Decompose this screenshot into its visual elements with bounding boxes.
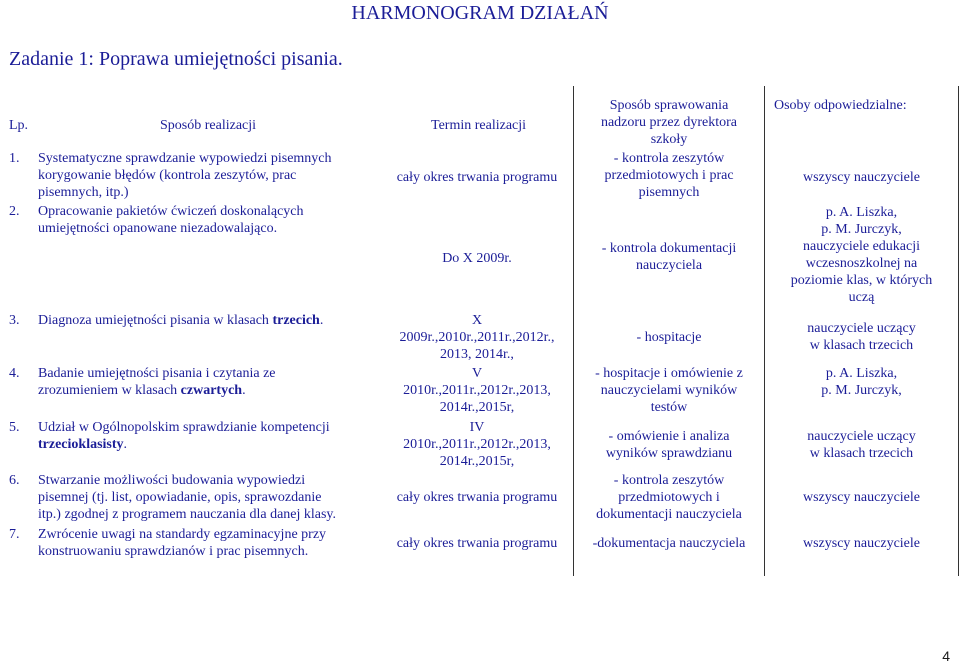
- supervision-line: przedmiotowych i: [618, 490, 720, 505]
- header-supervision-line: Sposób sprawowania: [609, 98, 729, 113]
- supervision-line: - kontrola dokumentacji: [601, 241, 737, 256]
- row-5-responsible: [765, 428, 958, 462]
- method-line: Opracowanie pakietów ćwiczeń doskonalących: [38, 204, 304, 219]
- row-3-supervision: [574, 329, 764, 346]
- method-tail: .: [242, 383, 246, 398]
- term-line: cały okres trwania programu: [396, 490, 558, 505]
- method-line: korygowanie błędów (kontrola zeszytów, prac: [38, 168, 297, 183]
- row-4-method: [38, 365, 378, 399]
- row-6-method: [38, 472, 383, 523]
- supervision-line: - kontrola zeszytów: [613, 473, 725, 488]
- method-line: Badanie umiejętności pisania i czytania ze: [38, 366, 276, 381]
- row-7-number: 7.: [9, 527, 20, 542]
- row-2-term: [380, 250, 574, 267]
- responsible-line: p. A. Liszka,: [825, 205, 898, 220]
- method-emphasis: trzecioklasisty: [38, 437, 124, 452]
- supervision-line: nauczyciela: [635, 258, 703, 273]
- row-6-number: 6.: [9, 473, 20, 488]
- method-line: umiejętności opanowane niezadowalająco.: [38, 221, 278, 236]
- responsible-line: w klasach trzecich: [809, 446, 914, 461]
- row-3-responsible: [765, 320, 958, 354]
- row-6-term: [380, 489, 574, 506]
- header-lp: Lp.: [9, 118, 29, 133]
- row-1-supervision: [574, 150, 764, 201]
- row-1-number: 1.: [9, 151, 20, 166]
- header-method: Sposób realizacji: [160, 118, 257, 133]
- row-3-number: 3.: [9, 313, 20, 328]
- header-supervision-line: szkoły: [650, 132, 688, 147]
- method-line: Zwrócenie uwagi na standardy egzaminacyjne przy: [38, 527, 327, 542]
- column-divider: [958, 86, 959, 576]
- term-line: V: [471, 366, 483, 381]
- row-4-responsible: [765, 365, 958, 399]
- row-2-method: [38, 203, 378, 237]
- supervision-line: pisemnych: [638, 185, 700, 200]
- supervision-line: wyników sprawdzianu: [605, 446, 733, 461]
- supervision-line: - hospitacje: [636, 330, 702, 345]
- supervision-line: dokumentacji nauczyciela: [596, 507, 742, 522]
- document-title: HARMONOGRAM DZIAŁAŃ: [351, 2, 609, 24]
- row-4-supervision: [574, 365, 764, 416]
- row-5-method: [38, 419, 378, 453]
- supervision-line: -dokumentacja nauczyciela: [592, 536, 746, 551]
- responsible-line: p. M. Jurczyk,: [821, 222, 902, 237]
- supervision-line: przedmiotowych i prac: [604, 168, 734, 183]
- term-line: IV: [469, 420, 485, 435]
- row-5-supervision: [574, 428, 764, 462]
- supervision-line: - hospitacje i omówienie z: [595, 366, 743, 381]
- row-7-term: [380, 535, 574, 552]
- term-line: 2010r.,2011r.,2012r.,2013,: [403, 383, 551, 398]
- method-text: zrozumieniem w klasach: [38, 383, 181, 398]
- header-responsible: Osoby odpowiedzialne:: [774, 98, 907, 113]
- term-line: Do X 2009r.: [442, 251, 512, 266]
- method-line: konstruowaniu sprawdzianów i prac pisemnych.: [38, 544, 309, 559]
- supervision-line: - kontrola zeszytów: [613, 151, 725, 166]
- term-line: 2010r.,2011r.,2012r.,2013,: [403, 437, 551, 452]
- task-heading: Zadanie 1: Poprawa umiejętności pisania.: [9, 48, 343, 70]
- row-4-term: [380, 365, 574, 416]
- header-term: Termin realizacji: [431, 118, 527, 133]
- supervision-line: - omówienie i analiza: [608, 429, 730, 444]
- term-line: X: [471, 313, 483, 328]
- row-3-method: [38, 312, 378, 329]
- method-emphasis: trzecich: [272, 313, 320, 328]
- responsible-line: nauczyciele uczący: [807, 321, 916, 336]
- row-7-responsible: [765, 535, 958, 552]
- row-5-term: [380, 419, 574, 470]
- row-2-responsible: [765, 204, 958, 306]
- method-tail: .: [123, 437, 128, 452]
- responsible-line: wszyscy nauczyciele: [803, 490, 920, 505]
- method-text: Diagnoza umiejętności pisania w klasach: [38, 313, 273, 328]
- method-line: pisemnej (tj. list, opowiadanie, opis, sprawozdanie: [38, 490, 322, 505]
- responsible-line: p. M. Jurczyk,: [821, 383, 902, 398]
- responsible-line: wszyscy nauczyciele: [803, 536, 920, 551]
- method-tail: .: [319, 313, 324, 328]
- method-line: itp.) zgodnej z programem nauczania dla danej klasy.: [38, 507, 337, 522]
- method-line: Stwarzanie możliwości budowania wypowiedzi: [38, 473, 306, 488]
- row-6-supervision: [574, 472, 764, 523]
- responsible-line: wszyscy nauczyciele: [803, 170, 920, 185]
- responsible-line: nauczyciele edukacji: [803, 239, 920, 254]
- row-4-number: 4.: [9, 366, 20, 381]
- method-line: Udział w Ogólnopolskim sprawdzianie kompetencji: [38, 420, 330, 435]
- row-7-method: [38, 526, 383, 560]
- row-1-responsible: [765, 169, 958, 186]
- supervision-line: testów: [650, 400, 688, 415]
- row-2-number: 2.: [9, 204, 20, 219]
- row-6-responsible: [765, 489, 958, 506]
- row-7-supervision: [574, 535, 764, 552]
- responsible-line: nauczyciele uczący: [807, 429, 916, 444]
- term-line: 2014r.,2015r,: [439, 454, 515, 469]
- page-number: 4: [942, 648, 950, 664]
- supervision-line: nauczycielami wyników: [600, 383, 738, 398]
- responsible-line: w klasach trzecich: [809, 338, 914, 353]
- term-line: 2014r.,2015r,: [439, 400, 515, 415]
- responsible-line: uczą: [848, 290, 875, 305]
- responsible-line: poziomie klas, w których: [790, 273, 933, 288]
- row-1-term: [380, 169, 574, 186]
- row-5-number: 5.: [9, 420, 20, 435]
- term-line: 2009r.,2010r.,2011r.,2012r.,: [399, 330, 555, 345]
- term-line: 2013, 2014r.,: [440, 347, 514, 362]
- term-line: cały okres trwania programu: [396, 536, 558, 551]
- header-supervision: [574, 97, 764, 148]
- row-1-method: [38, 150, 378, 201]
- header-supervision-line: nadzoru przez dyrektora: [600, 115, 738, 130]
- responsible-line: wczesnoszkolnej na: [805, 256, 918, 271]
- responsible-line: p. A. Liszka,: [825, 366, 898, 381]
- method-emphasis: czwartych: [180, 383, 243, 398]
- row-2-supervision: [574, 240, 764, 274]
- row-3-term: [380, 312, 574, 363]
- term-line: cały okres trwania programu: [396, 170, 558, 185]
- method-line: pisemnych, itp.): [38, 185, 129, 200]
- method-line: Systematyczne sprawdzanie wypowiedzi pisemnych: [38, 151, 332, 166]
